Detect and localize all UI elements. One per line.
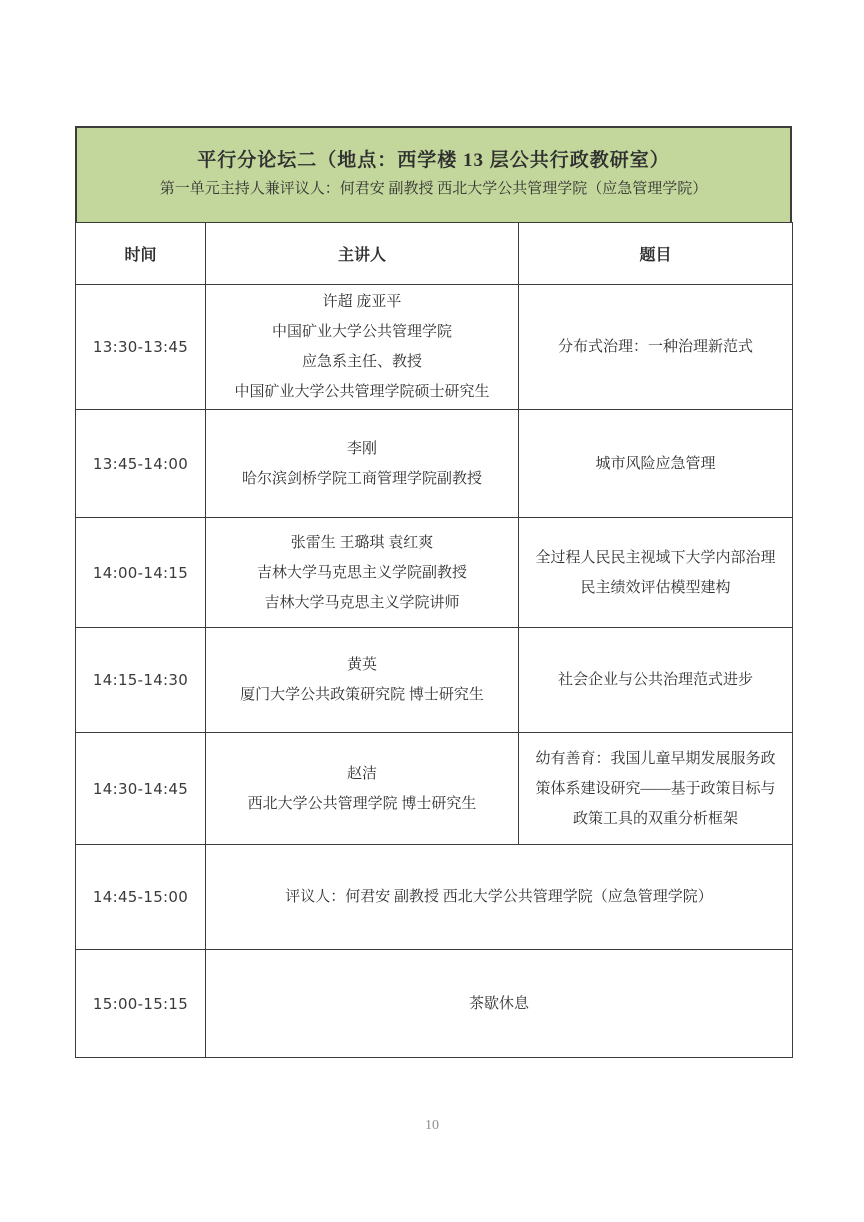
topic-cell: 全过程人民民主视域下大学内部治理民主绩效评估模型建构	[519, 518, 793, 628]
speaker-line: 黄英	[346, 657, 377, 673]
topic-cell: 分布式治理：一种治理新范式	[519, 285, 793, 410]
page-number: 10	[425, 1118, 439, 1133]
speaker-line: 哈尔滨剑桥学院工商管理学院副教授	[241, 470, 482, 487]
topic-cell: 社会企业与公共治理范式进步	[519, 628, 793, 733]
speaker-line: 李刚	[346, 440, 377, 457]
speaker-cell	[206, 628, 519, 733]
topic-cell: 幼有善育：我国儿童早期发展服务政策体系建设研究——基于政策目标与政策工具的双重分析框架	[519, 733, 793, 845]
table-row	[76, 410, 793, 518]
forum-title: 平行分论坛二（地点：西学楼 13 层公共行政教研室）	[197, 150, 670, 171]
forum-header	[75, 126, 792, 222]
speaker-line: 应急系主任、教授	[301, 354, 422, 370]
tea-break-cell: 茶歇休息	[206, 950, 793, 1058]
table-row	[76, 518, 793, 628]
speaker-line: 中国矿业大学公共管理学院	[271, 324, 452, 340]
table-header-row	[76, 223, 793, 285]
table-row	[76, 285, 793, 410]
speaker-cell	[206, 518, 519, 628]
topic-cell: 城市风险应急管理	[519, 410, 793, 518]
schedule-table	[75, 222, 793, 1058]
speaker-line: 吉林大学马克思主义学院讲师	[264, 594, 460, 611]
table-row	[76, 950, 793, 1058]
speaker-line: 厦门大学公共政策研究院 博士研究生	[240, 687, 484, 703]
time-cell: 14:00-14:15	[76, 518, 206, 628]
speaker-cell	[206, 733, 519, 845]
column-header-time: 时间	[76, 223, 206, 285]
time-cell: 13:45-14:00	[76, 410, 206, 518]
table-row	[76, 628, 793, 733]
time-cell: 15:00-15:15	[76, 950, 206, 1058]
speaker-line: 中国矿业大学公共管理学院硕士研究生	[234, 384, 490, 400]
discussant-cell: 评议人：何君安 副教授 西北大学公共管理学院（应急管理学院）	[206, 845, 793, 950]
forum-subtitle: 第一单元主持人兼评议人：何君安 副教授 西北大学公共管理学院（应急管理学院）	[159, 181, 708, 197]
column-header-topic: 题目	[519, 223, 793, 285]
time-cell: 14:30-14:45	[76, 733, 206, 845]
speaker-line: 许超 庞亚平	[322, 294, 402, 310]
time-cell: 13:30-13:45	[76, 285, 206, 410]
column-header-speaker: 主讲人	[206, 223, 519, 285]
time-cell: 14:45-15:00	[76, 845, 206, 950]
speaker-line: 张雷生 王璐琪 袁红爽	[290, 534, 434, 551]
speaker-line: 西北大学公共管理学院 博士研究生	[247, 795, 477, 812]
speaker-line: 赵洁	[346, 765, 377, 782]
speaker-cell	[206, 285, 519, 410]
speaker-line: 吉林大学马克思主义学院副教授	[256, 564, 467, 581]
schedule-section	[75, 126, 792, 1058]
table-row	[76, 733, 793, 845]
time-cell: 14:15-14:30	[76, 628, 206, 733]
table-row	[76, 845, 793, 950]
speaker-cell	[206, 410, 519, 518]
